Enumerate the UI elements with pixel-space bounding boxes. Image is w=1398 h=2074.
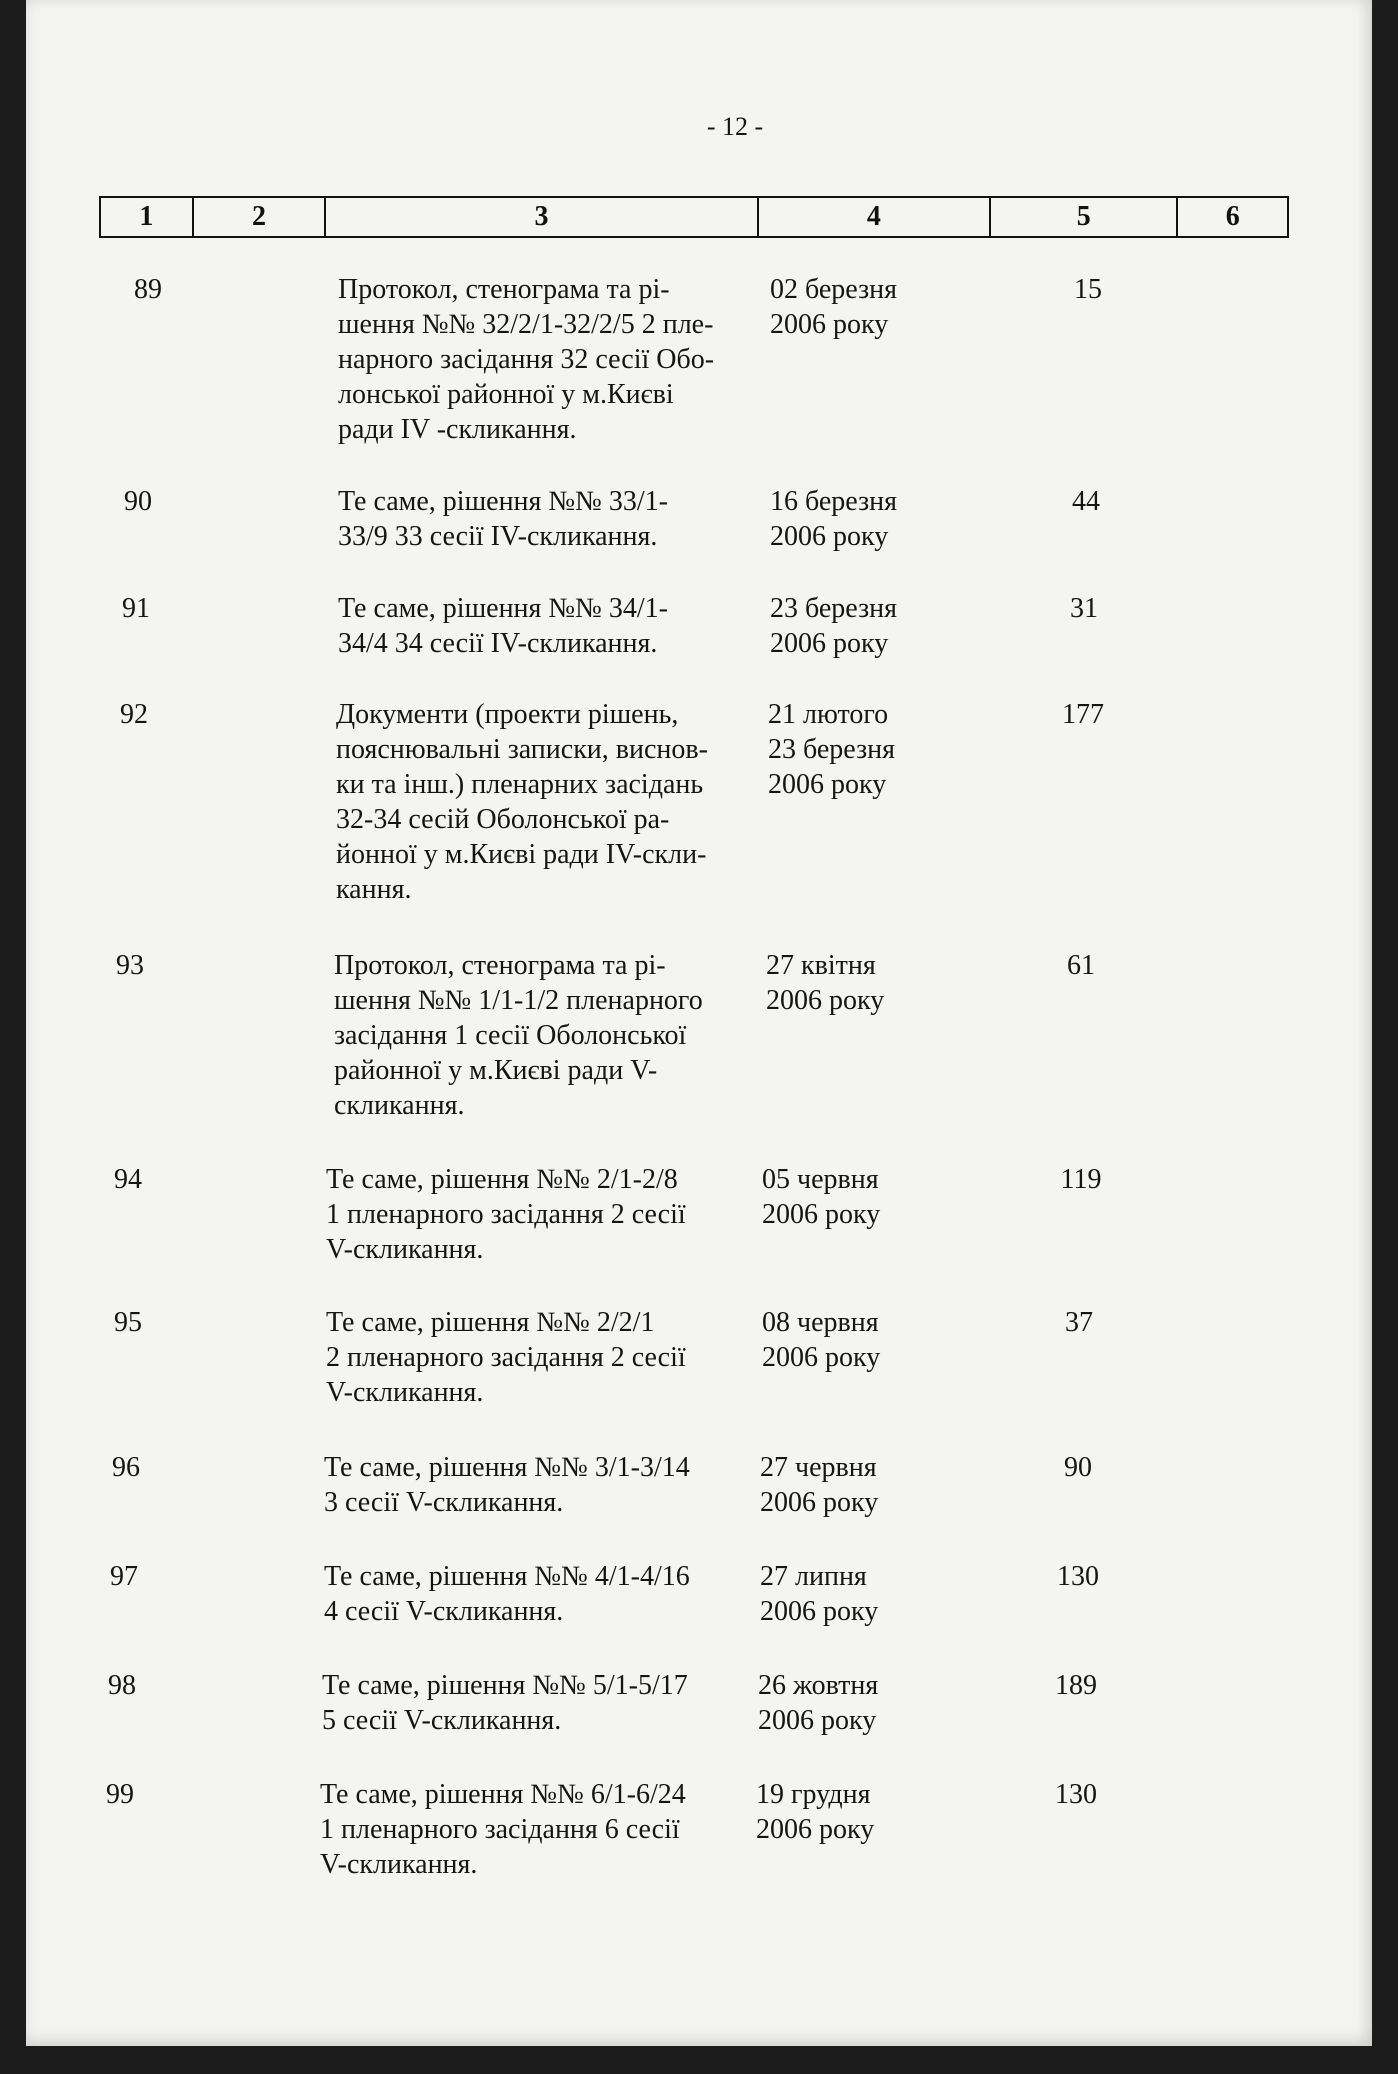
row-count: 119 [1060, 1164, 1102, 1195]
page-number: - 12 - [706, 112, 764, 141]
row-description: Те саме, рішення №№ 2/2/1 2 пленарного засідання 2 сесії V-скликання. [326, 1307, 686, 1408]
row-date: 16 березня 2006 року [770, 486, 897, 552]
document-page [26, 0, 1372, 2046]
row-number: 95 [114, 1307, 142, 1338]
row-date: 08 червня 2006 року [762, 1307, 881, 1373]
row-description: Протокол, стенограма та рі- шення №№ 1/1-1/2 пленарного засідання 1 сесії Оболонської районної у м.Києві ради V- скликання. [334, 950, 703, 1121]
row-date: 26 жовтня 2006 року [758, 1670, 879, 1736]
row-number: 99 [106, 1779, 134, 1810]
row-count: 44 [1072, 486, 1100, 517]
row-count: 130 [1055, 1779, 1097, 1810]
row-count: 15 [1074, 274, 1102, 305]
row-description: Те саме, рішення №№ 6/1-6/24 1 пленарного засідання 6 сесії V-скликання. [320, 1779, 686, 1880]
row-count: 189 [1055, 1670, 1097, 1701]
column-header-2: 2 [194, 198, 327, 236]
row-number: 94 [114, 1164, 142, 1195]
row-date: 23 березня 2006 року [770, 593, 897, 659]
row-description: Те саме, рішення №№ 4/1-4/16 4 сесії V-скликання. [324, 1561, 690, 1627]
row-description: Те саме, рішення №№ 34/1- 34/4 34 сесії IV-скликання. [338, 593, 668, 659]
row-count: 177 [1062, 699, 1104, 730]
row-description: Те саме, рішення №№ 3/1-3/14 3 сесії V-скликання. [324, 1452, 690, 1518]
row-description: Протокол, стенограма та рі- шення №№ 32/2/1-32/2/5 2 пле- нарного засідання 32 сесії Обо- лонської районної у м.Києві ради IV -скликання. [338, 274, 715, 445]
row-number: 90 [124, 486, 152, 517]
row-date: 02 березня 2006 року [770, 274, 897, 340]
row-number: 92 [120, 699, 148, 730]
row-number: 89 [134, 274, 162, 305]
column-header-table [99, 196, 1289, 238]
row-date: 27 квітня 2006 року [766, 950, 885, 1016]
row-count: 31 [1070, 593, 1098, 624]
row-date: 27 липня 2006 року [760, 1561, 879, 1627]
row-date: 21 лютого 23 березня 2006 року [768, 699, 895, 800]
row-description: Документи (проекти рішень, пояснювальні записки, виснов- ки та інш.) пленарних засідань 32-34 сесій Оболонської ра- йонної у м.Києві ради IV-скли- кання. [336, 699, 708, 905]
row-date: 05 червня 2006 року [762, 1164, 881, 1230]
row-description: Те саме, рішення №№ 33/1- 33/9 33 сесії IV-скликання. [338, 486, 668, 552]
row-count: 90 [1064, 1452, 1092, 1483]
column-header-5: 5 [991, 198, 1178, 236]
row-count: 130 [1057, 1561, 1099, 1592]
row-count: 61 [1067, 950, 1095, 981]
column-header-3: 3 [326, 198, 759, 236]
row-description: Те саме, рішення №№ 5/1-5/17 5 сесії V-скликання. [322, 1670, 688, 1736]
row-number: 98 [108, 1670, 136, 1701]
row-number: 97 [110, 1561, 138, 1592]
column-header-4: 4 [759, 198, 991, 236]
row-number: 91 [122, 593, 150, 624]
column-header-1: 1 [101, 198, 194, 236]
row-number: 93 [116, 950, 144, 981]
row-count: 37 [1065, 1307, 1093, 1338]
row-date: 19 грудня 2006 року [756, 1779, 875, 1845]
row-number: 96 [112, 1452, 140, 1483]
column-header-6: 6 [1225, 201, 1240, 232]
row-date: 27 червня 2006 року [760, 1452, 879, 1518]
row-description: Те саме, рішення №№ 2/1-2/8 1 пленарного засідання 2 сесії V-скликання. [326, 1164, 686, 1265]
